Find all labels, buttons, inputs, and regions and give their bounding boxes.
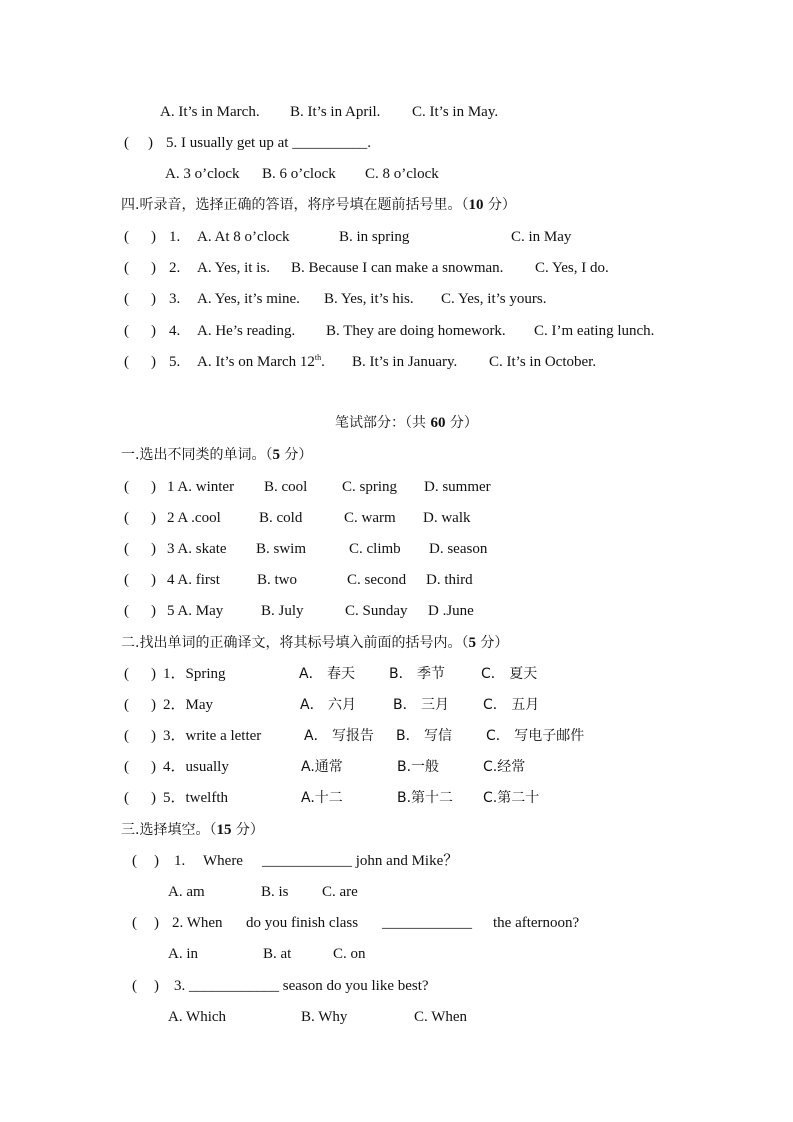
- option-c: C. I’m eating lunch.: [534, 323, 655, 339]
- option-b: B． 三月: [393, 697, 450, 713]
- option-c: C. 8 o’clock: [365, 166, 439, 182]
- option-a-text: A. At 8 o’clock: [197, 229, 290, 245]
- option-c: C. spring: [342, 479, 398, 495]
- option-c: C． 夏天: [481, 666, 538, 682]
- option-b: B. It’s in April.: [290, 104, 381, 120]
- written-part-title: 笔试部分：（共 60 分）: [335, 415, 478, 431]
- bracket-open: (: [124, 728, 129, 744]
- bracket-open: (: [124, 541, 129, 557]
- option-a-superscript: th: [314, 353, 322, 362]
- option-c: C. climb: [349, 541, 401, 557]
- question-text: 5. I usually get up at __________.: [166, 135, 371, 151]
- option-b: B.一般: [397, 759, 440, 775]
- bracket-open: (: [124, 572, 129, 588]
- part2-item: [124, 664, 538, 684]
- option-a: [197, 352, 325, 372]
- item-number: 2.: [169, 260, 181, 276]
- option-b: B. two: [257, 572, 298, 588]
- option-a: 5 A. May: [167, 603, 224, 619]
- part1-item: [124, 477, 491, 497]
- option-b: B. swim: [256, 541, 307, 557]
- part1-item: [124, 539, 488, 559]
- option-c: C.经常: [483, 759, 526, 775]
- option-b: B. They are doing homework.: [326, 323, 506, 339]
- option-a: [197, 227, 289, 247]
- option-c: C. Yes, I do.: [535, 260, 609, 276]
- part1-item: [124, 601, 474, 621]
- option-d: D. third: [426, 572, 473, 588]
- bracket-open: (: [124, 759, 129, 775]
- option-b: B. 6 o’clock: [262, 166, 336, 182]
- part2-title: 二.找出单词的正确译文，将其标号填入前面的括号内。（5 分）: [121, 635, 509, 651]
- option-a-text: A. Yes, it is.: [197, 260, 270, 276]
- option-a-text: A. He’s reading.: [197, 323, 296, 339]
- english-word: 3．write a letter: [163, 728, 262, 744]
- option-a: A.十二: [301, 790, 343, 806]
- option-c: C. in May: [511, 229, 572, 245]
- option-b: B. It’s in January.: [352, 354, 458, 370]
- bracket-open: (: [124, 666, 129, 682]
- bracket-close: ): [151, 323, 156, 339]
- bracket-close: ): [151, 291, 156, 307]
- part3-title: 三.选择填空。（15 分）: [121, 822, 264, 838]
- option-c: C． 五月: [483, 697, 540, 713]
- part2-item: [124, 695, 540, 715]
- bracket-open: (: [124, 479, 129, 495]
- bracket-close: ): [154, 978, 159, 994]
- option-b: B. July: [261, 603, 304, 619]
- option-b: B． 季节: [389, 666, 446, 682]
- bracket-close: ): [151, 572, 156, 588]
- option-a: A. It’s in March.: [160, 104, 260, 120]
- bracket-open: (: [132, 853, 137, 869]
- bracket-close: ): [151, 479, 156, 495]
- option-a-end: .: [321, 354, 325, 370]
- option-a: A． 写报告: [304, 728, 375, 744]
- item-number: 3.: [169, 291, 181, 307]
- part2-item: [124, 757, 526, 777]
- option-d: D. summer: [424, 479, 491, 495]
- part2-item: [124, 788, 540, 808]
- bracket-open: (: [124, 603, 129, 619]
- option-c: C． 写电子邮件: [486, 728, 585, 744]
- bracket-open: (: [132, 915, 137, 931]
- part3-q3-options: A. Which B. Why C. When: [168, 1009, 468, 1025]
- option-c: C.第二十: [483, 790, 540, 806]
- english-word: 5．twelfth: [163, 790, 228, 806]
- bracket-open: (: [124, 323, 129, 339]
- option-d: D. season: [429, 541, 488, 557]
- bracket-close: ): [154, 853, 159, 869]
- part2-item: [124, 726, 585, 746]
- bracket-close: ): [151, 354, 156, 370]
- bracket-open: (: [124, 229, 129, 245]
- option-c: C. warm: [344, 510, 396, 526]
- section4-item: [124, 227, 572, 247]
- option-d: D .June: [428, 603, 474, 619]
- section4-item: [124, 258, 609, 278]
- option-c: C. Sunday: [345, 603, 408, 619]
- part1-title: 一.选出不同类的单词。（5 分）: [121, 447, 313, 463]
- bracket-close: ): [151, 260, 156, 276]
- english-word: 2．May: [163, 697, 213, 713]
- option-a: [197, 321, 295, 341]
- part3-q1-options: A. am B. is C. are: [168, 884, 358, 900]
- bracket-close: ): [151, 510, 156, 526]
- bracket-open: (: [124, 291, 129, 307]
- listening-q5-options: [165, 164, 439, 184]
- bracket-close: ): [154, 915, 159, 931]
- item-number: 1.: [169, 229, 181, 245]
- option-a: [197, 289, 300, 309]
- section4-item: [124, 321, 655, 341]
- option-b: B.第十二: [397, 790, 454, 806]
- option-b: B. Because I can make a snowman.: [291, 260, 504, 276]
- option-b: B. Yes, it’s his.: [324, 291, 414, 307]
- part1-item: [124, 570, 473, 590]
- option-b: B. in spring: [339, 229, 410, 245]
- option-a: A.通常: [301, 759, 343, 775]
- listening-q5: ( 5. I usually get up at __________. ): [124, 135, 371, 151]
- bracket-open: (: [124, 354, 129, 370]
- bracket-close: ): [151, 790, 156, 806]
- option-a: A. 3 o’clock: [165, 166, 240, 182]
- option-a: [197, 258, 270, 278]
- option-a: A． 春天: [299, 666, 356, 682]
- item-number: 4.: [169, 323, 181, 339]
- bracket-close: ): [151, 666, 156, 682]
- bracket-close: ): [151, 541, 156, 557]
- part1-item: [124, 508, 471, 528]
- section4-item: [124, 289, 547, 309]
- option-a: 2 A .cool: [167, 510, 221, 526]
- option-b: B. cool: [264, 479, 308, 495]
- bracket-close: ): [151, 603, 156, 619]
- bracket-close: ): [151, 697, 156, 713]
- section4-item: [124, 352, 597, 372]
- bracket-open: (: [124, 135, 129, 151]
- option-c: C. second: [347, 572, 407, 588]
- option-a: 1 A. winter: [167, 479, 235, 495]
- option-b: B． 写信: [396, 728, 453, 744]
- option-c: C. It’s in May.: [412, 104, 499, 120]
- bracket-open: (: [124, 510, 129, 526]
- option-d: D. walk: [423, 510, 471, 526]
- bracket-close: ): [151, 728, 156, 744]
- option-a: 3 A. skate: [167, 541, 227, 557]
- option-b: B. cold: [259, 510, 303, 526]
- section4-title: 四.听录音，选择正确的答语，将序号填在题前括号里。（10 分）: [121, 197, 516, 213]
- option-a: A． 六月: [300, 697, 357, 713]
- part3-q2-options: A. in B. at C. on: [168, 946, 366, 962]
- bracket-open: (: [132, 978, 137, 994]
- english-word: 4．usually: [163, 759, 229, 775]
- bracket-close: ): [151, 759, 156, 775]
- option-a: 4 A. first: [167, 572, 220, 588]
- option-a-text: A. It’s on March 12: [197, 354, 315, 370]
- bracket-close: ): [151, 229, 156, 245]
- part3-q1: ( ) 1. Where ____________ john and Mike？: [132, 853, 459, 869]
- part3-q2: ( ) 2. When do you finish class ____________ the afternoon?: [132, 915, 580, 931]
- listening-q4-options: [160, 102, 499, 122]
- bracket-open: (: [124, 790, 129, 806]
- english-word: 1．Spring: [163, 666, 226, 682]
- option-c: C. It’s in October.: [489, 354, 597, 370]
- bracket-open: (: [124, 260, 129, 276]
- item-number: 5.: [169, 354, 181, 370]
- bracket-open: (: [124, 697, 129, 713]
- option-a-text: A. Yes, it’s mine.: [197, 291, 300, 307]
- option-c: C. Yes, it’s yours.: [441, 291, 547, 307]
- part3-q3: ( ) 3. ____________ season do you like best?: [132, 978, 429, 994]
